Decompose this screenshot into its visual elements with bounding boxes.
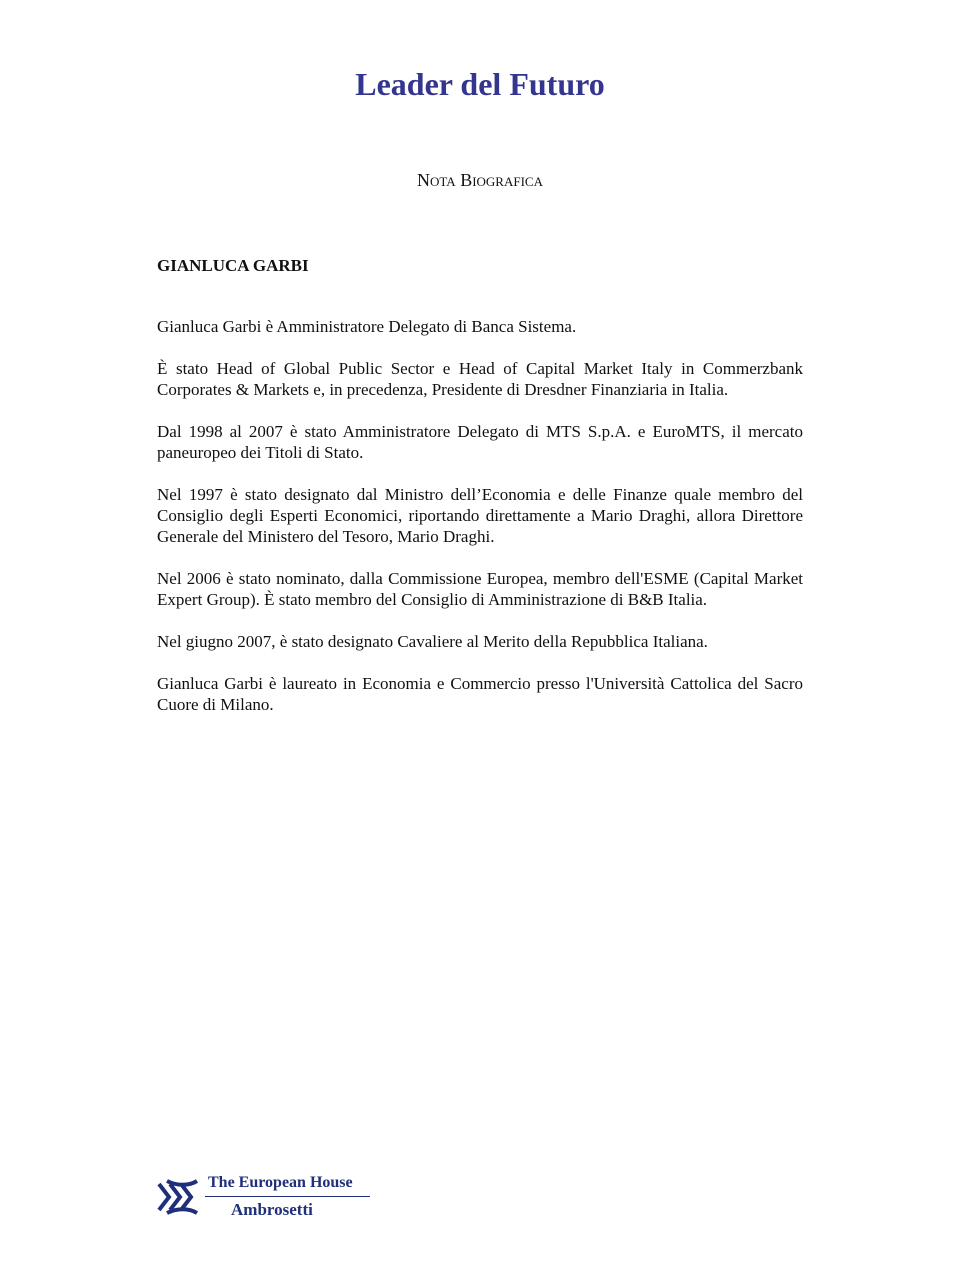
logo-text-line2: Ambrosetti bbox=[231, 1200, 313, 1219]
bio-paragraph: È stato Head of Global Public Sector e Head of Capital Market Italy in Commerzbank Corporates & Markets e, in precedenza, Presidente di Dresdner Finanziaria in Italia. bbox=[157, 359, 803, 399]
bio-paragraph: Gianluca Garbi è laureato in Economia e Commercio presso l'Università Cattolica del Sacro Cuore di Milano. bbox=[157, 674, 803, 714]
footer-logo bbox=[155, 1172, 375, 1224]
bio-paragraph: Dal 1998 al 2007 è stato Amministratore Delegato di MTS S.p.A. e EuroMTS, il mercato paneuropeo dei Titoli di Stato. bbox=[157, 422, 803, 462]
logo-divider bbox=[205, 1196, 370, 1197]
ambrosetti-logo-icon bbox=[155, 1178, 201, 1216]
page-title: Leader del Futuro bbox=[355, 66, 605, 102]
person-name: GIANLUCA GARBI bbox=[157, 256, 309, 275]
bio-paragraph: Nel 1997 è stato designato dal Ministro dell’Economia e delle Finanze quale membro del Consiglio degli Esperti Economici, riportando direttamente a Mario Draghi, allora Direttore Generale del Ministero del Tesoro, Mario Draghi. bbox=[157, 485, 803, 546]
logo-text-line1: The European House bbox=[208, 1174, 353, 1191]
biography-text bbox=[157, 316, 803, 736]
bio-paragraph: Nel giugno 2007, è stato designato Cavaliere al Merito della Repubblica Italiana. bbox=[157, 632, 708, 651]
document-subtitle: Nota Biografica bbox=[417, 170, 543, 190]
bio-paragraph: Nel 2006 è stato nominato, dalla Commissione Europea, membro dell'ESME (Capital Market Expert Group). È stato membro del Consiglio di Amministrazione di B&B Italia. bbox=[157, 569, 803, 609]
bio-paragraph: Gianluca Garbi è Amministratore Delegato di Banca Sistema. bbox=[157, 317, 577, 336]
